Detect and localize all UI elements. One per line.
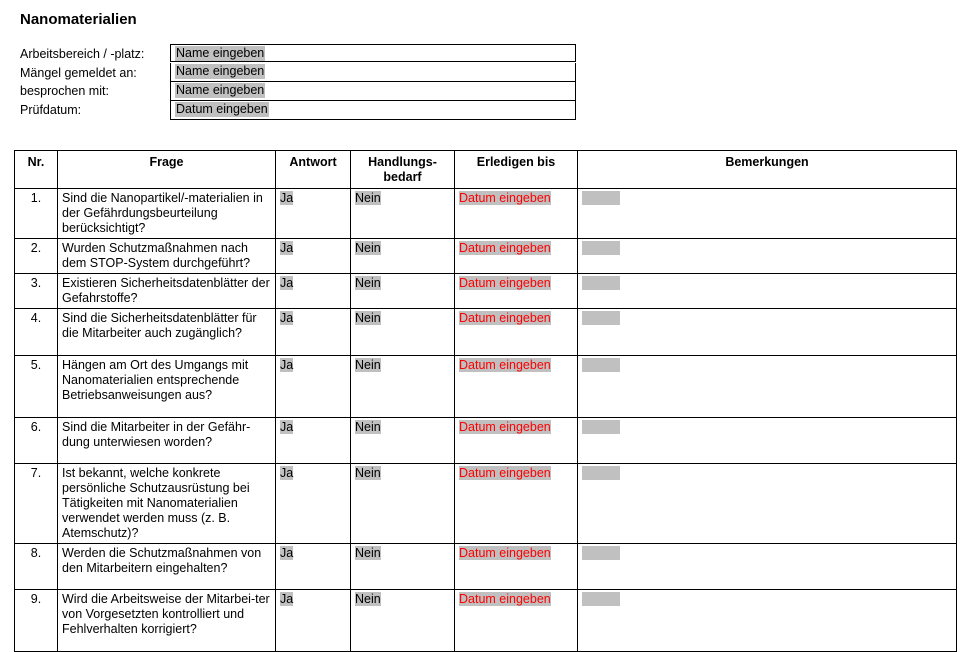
- row-bemerkungen-cell: [578, 464, 957, 544]
- row-nr: 8.: [15, 544, 58, 590]
- row-erledigen-cell: [455, 356, 578, 418]
- handlungsbedarf-dropdown[interactable]: Nein: [355, 592, 381, 606]
- row-nr: 4.: [15, 309, 58, 356]
- row-nr: 7.: [15, 464, 58, 544]
- row-erledigen-cell: [455, 189, 578, 239]
- erledigen-date-field[interactable]: Datum eingeben: [459, 276, 551, 290]
- row-antwort-cell: [276, 189, 351, 239]
- row-antwort-cell: [276, 274, 351, 309]
- row-frage: Hängen am Ort des Umgangs mit Nanomaterialien entsprechende Betriebsanweisungen aus?: [58, 356, 276, 418]
- antwort-dropdown[interactable]: Ja: [280, 191, 294, 205]
- row-antwort-cell: [276, 464, 351, 544]
- row-erledigen-cell: [455, 464, 578, 544]
- meta-label-maengel: Mängel gemeldet an:: [20, 66, 137, 80]
- row-nr: 5.: [15, 356, 58, 418]
- row-bemerkungen-cell: [578, 274, 957, 309]
- erledigen-date-field[interactable]: Datum eingeben: [459, 191, 551, 205]
- meta-label-pruefdatum: Prüfdatum:: [20, 103, 82, 117]
- row-bemerkungen-cell: [578, 418, 957, 464]
- antwort-dropdown[interactable]: Ja: [280, 276, 294, 290]
- bemerkungen-field[interactable]: [582, 546, 620, 560]
- besprochen-mit-field[interactable]: Name eingeben: [176, 83, 265, 97]
- row-nr: 3.: [15, 274, 58, 309]
- row-handlung-cell: [351, 418, 455, 464]
- row-antwort-cell: [276, 309, 351, 356]
- row-nr: 9.: [15, 590, 58, 652]
- header-frage: Frage: [58, 151, 276, 189]
- row-antwort-cell: [276, 239, 351, 274]
- meta-box-maengel: [170, 63, 576, 82]
- erledigen-date-field[interactable]: Datum eingeben: [459, 546, 551, 560]
- row-frage: Sind die Nanopartikel/-materialien in der Gefährdungsbeurteilung berücksichtigt?: [58, 189, 276, 239]
- header-erledigen: Erledigen bis: [455, 151, 578, 189]
- row-bemerkungen-cell: [578, 309, 957, 356]
- row-frage: Existieren Sicherheitsdatenblätter der Gefahrstoffe?: [58, 274, 276, 309]
- header-nr: Nr.: [15, 151, 58, 189]
- bemerkungen-field[interactable]: [582, 191, 620, 205]
- erledigen-date-field[interactable]: Datum eingeben: [459, 420, 551, 434]
- row-frage: Werden die Schutzmaßnahmen von den Mitarbeitern eingehalten?: [58, 544, 276, 590]
- row-antwort-cell: [276, 418, 351, 464]
- row-handlung-cell: [351, 274, 455, 309]
- row-frage: Wurden Schutzmaßnahmen nach dem STOP-System durchgeführt?: [58, 239, 276, 274]
- bemerkungen-field[interactable]: [582, 466, 620, 480]
- header-handlung: Handlungs- bedarf: [351, 151, 455, 189]
- meta-label-besprochen: besprochen mit:: [20, 84, 109, 98]
- antwort-dropdown[interactable]: Ja: [280, 420, 294, 434]
- maengel-gemeldet-field[interactable]: Name eingeben: [176, 64, 265, 78]
- row-nr: 2.: [15, 239, 58, 274]
- header-antwort: Antwort: [276, 151, 351, 189]
- row-handlung-cell: [351, 189, 455, 239]
- row-handlung-cell: [351, 590, 455, 652]
- erledigen-date-field[interactable]: Datum eingeben: [459, 241, 551, 255]
- pruefdatum-field[interactable]: Datum eingeben: [176, 102, 268, 116]
- row-handlung-cell: [351, 464, 455, 544]
- handlungsbedarf-dropdown[interactable]: Nein: [355, 358, 381, 372]
- row-erledigen-cell: [455, 544, 578, 590]
- meta-box-pruefdatum: [170, 101, 576, 120]
- row-erledigen-cell: [455, 309, 578, 356]
- row-handlung-cell: [351, 356, 455, 418]
- antwort-dropdown[interactable]: Ja: [280, 358, 294, 372]
- row-erledigen-cell: [455, 590, 578, 652]
- meta-box-besprochen: [170, 82, 576, 101]
- antwort-dropdown[interactable]: Ja: [280, 241, 294, 255]
- meta-box-arbeitsbereich: [170, 44, 576, 62]
- table-row: [15, 356, 957, 418]
- handlungsbedarf-dropdown[interactable]: Nein: [355, 311, 381, 325]
- erledigen-date-field[interactable]: Datum eingeben: [459, 466, 551, 480]
- table-row: [15, 309, 957, 356]
- table-row: [15, 464, 957, 544]
- row-antwort-cell: [276, 590, 351, 652]
- row-bemerkungen-cell: [578, 239, 957, 274]
- row-antwort-cell: [276, 356, 351, 418]
- header-bemerkungen: Bemerkungen: [578, 151, 957, 189]
- table-row: [15, 239, 957, 274]
- row-erledigen-cell: [455, 239, 578, 274]
- row-bemerkungen-cell: [578, 189, 957, 239]
- checklist-table: [14, 150, 957, 652]
- bemerkungen-field[interactable]: [582, 358, 620, 372]
- table-row: [15, 544, 957, 590]
- antwort-dropdown[interactable]: Ja: [280, 466, 294, 480]
- antwort-dropdown[interactable]: Ja: [280, 592, 294, 606]
- bemerkungen-field[interactable]: [582, 420, 620, 434]
- meta-label-arbeitsbereich: Arbeitsbereich / -platz:: [20, 47, 145, 61]
- row-bemerkungen-cell: [578, 590, 957, 652]
- row-nr: 6.: [15, 418, 58, 464]
- antwort-dropdown[interactable]: Ja: [280, 311, 294, 325]
- erledigen-date-field[interactable]: Datum eingeben: [459, 592, 551, 606]
- table-row: [15, 590, 957, 652]
- row-frage: Wird die Arbeitsweise der Mitarbei-ter von Vorgesetzten kontrolliert und Fehlverhalten korrigiert?: [58, 590, 276, 652]
- row-handlung-cell: [351, 239, 455, 274]
- page-title: Nanomaterialien: [20, 11, 137, 28]
- handlungsbedarf-dropdown[interactable]: Nein: [355, 191, 381, 205]
- handlungsbedarf-dropdown[interactable]: Nein: [355, 276, 381, 290]
- handlungsbedarf-dropdown[interactable]: Nein: [355, 546, 381, 560]
- antwort-dropdown[interactable]: Ja: [280, 546, 294, 560]
- erledigen-date-field[interactable]: Datum eingeben: [459, 358, 551, 372]
- handlungsbedarf-dropdown[interactable]: Nein: [355, 466, 381, 480]
- handlungsbedarf-dropdown[interactable]: Nein: [355, 420, 381, 434]
- handlungsbedarf-dropdown[interactable]: Nein: [355, 241, 381, 255]
- row-erledigen-cell: [455, 274, 578, 309]
- bemerkungen-field[interactable]: [582, 276, 620, 290]
- row-handlung-cell: [351, 309, 455, 356]
- arbeitsbereich-field[interactable]: Name eingeben: [176, 46, 265, 60]
- table-row: [15, 418, 957, 464]
- row-handlung-cell: [351, 544, 455, 590]
- row-bemerkungen-cell: [578, 356, 957, 418]
- table-row: [15, 274, 957, 309]
- row-frage: Sind die Mitarbeiter in der Gefähr-dung unterwiesen worden?: [58, 418, 276, 464]
- erledigen-date-field[interactable]: Datum eingeben: [459, 311, 551, 325]
- row-frage: Sind die Sicherheitsdatenblätter für die Mitarbeiter auch zugänglich?: [58, 309, 276, 356]
- row-antwort-cell: [276, 544, 351, 590]
- table-row: [15, 189, 957, 239]
- table-header-row: [15, 151, 957, 189]
- row-nr: 1.: [15, 189, 58, 239]
- row-erledigen-cell: [455, 418, 578, 464]
- row-bemerkungen-cell: [578, 544, 957, 590]
- bemerkungen-field[interactable]: [582, 241, 620, 255]
- row-frage: Ist bekannt, welche konkrete persönliche Schutzausrüstung bei Tätigkeiten mit Nanomaterialien verwendet werden muss (z. B. Atemschutz)?: [58, 464, 276, 544]
- bemerkungen-field[interactable]: [582, 311, 620, 325]
- bemerkungen-field[interactable]: [582, 592, 620, 606]
